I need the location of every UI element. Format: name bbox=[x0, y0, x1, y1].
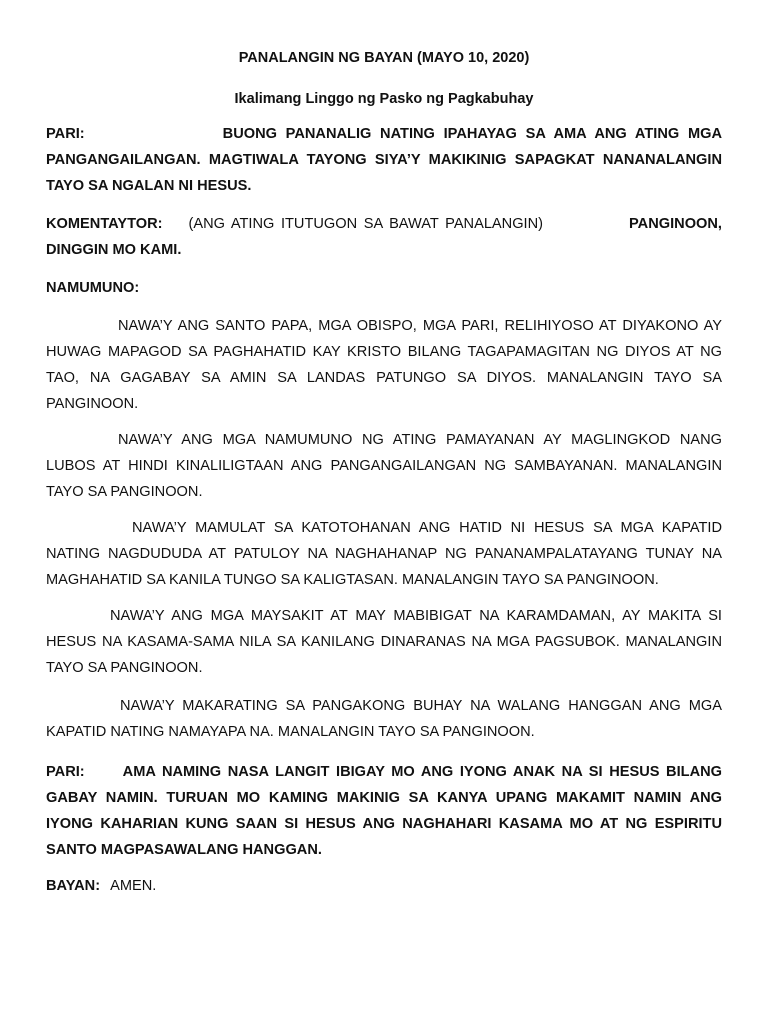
petition-5: NAWA’Y MAKARATING SA PANGAKONG BUHAY NA WALANG HANGGAN ANG MGA KAPATID NATING NAMAYAPA NA. MANALANGIN TAYO SA PANGINOON. bbox=[46, 698, 722, 740]
bayan-text: AMEN. bbox=[110, 878, 157, 894]
pari-closing-text: AMA NAMING NASA LANGIT IBIGAY MO ANG IYONG ANAK NA SI HESUS BILANG GABAY NAMIN. TURUAN MO KAMING MAKINIG SA KANYA UPANG MAKAMIT NAMIN ANG IYONG KAHARIAN KUNG SAAN SI HESUS ANG NAGHAHARI KASAMA MO AT NG ESPIRITU SANTO MAGPASAWALANG HANGGAN. bbox=[46, 764, 722, 858]
petition-3: NAWA’Y MAMULAT SA KATOTOHANAN ANG HATID NI HESUS SA MGA KAPATID NATING NAGDUDUDA AT PATULOY NA NAGHAHANAP NG PANANAMPALATAYANG TUNAY NA MAGHAHATID SA KANILA TUNGO SA KALIGTASAN. MANALANGIN TAYO SA PANGINOON. bbox=[46, 520, 722, 588]
komentaytor-response: PANGINOON, DINGGIN MO KAMI. bbox=[46, 216, 722, 258]
namumuno-heading: NAMUMUNO: bbox=[46, 280, 140, 296]
komentaytor-instruction: (ANG ATING ITUTUGON SA BAWAT PANALANGIN) bbox=[188, 216, 544, 232]
pari-closing-speaker: PARI: bbox=[46, 764, 85, 780]
document-subtitle: Ikalimang Linggo ng Pasko ng Pagkabuhay bbox=[234, 91, 534, 107]
bayan-paragraph bbox=[46, 873, 722, 899]
document-title: PANALANGIN NG BAYAN (MAYO 10, 2020) bbox=[238, 50, 530, 66]
petition-1: NAWA’Y ANG SANTO PAPA, MGA OBISPO, MGA PARI, RELIHIYOSO AT DIYAKONO AY HUWAG MAPAGOD SA PAGHAHATID KAY KRISTO BILANG TAGAPAMAGITAN NG DIYOS AT NG TAO, NA GAGABAY SA AMIN SA LANDAS PATUNGO SA DIYOS. MANALANGIN TAYO SA PANGINOON. bbox=[46, 318, 722, 412]
pari-intro-paragraph bbox=[46, 121, 722, 199]
pari-intro-speaker: PARI: bbox=[46, 126, 85, 142]
komentaytor-speaker: KOMENTAYTOR bbox=[46, 216, 158, 232]
bayan-colon: : bbox=[95, 878, 101, 894]
petition-2: NAWA’Y ANG MGA NAMUMUNO NG ATING PAMAYANAN AY MAGLINGKOD NANG LUBOS AT HINDI KINALILIGTAAN ANG PANGANGAILANGAN NG SAMBAYANAN. MANALANGIN TAYO SA PANGINOON. bbox=[46, 432, 722, 500]
bayan-speaker: BAYAN bbox=[46, 878, 96, 894]
pari-closing-paragraph bbox=[46, 759, 722, 863]
petition-4: NAWA’Y ANG MGA MAYSAKIT AT MAY MABIBIGAT NA KARAMDAMAN, AY MAKITA SI HESUS NA KASAMA-SAMA NILA SA KANILANG DINARANAS NA MGA PAGSUBOK. MANALANGIN TAYO SA PANGINOON. bbox=[46, 608, 722, 676]
komentaytor-paragraph bbox=[46, 211, 722, 263]
komentaytor-colon: : bbox=[157, 216, 163, 232]
pari-intro-text: BUONG PANANALIG NATING IPAHAYAG SA AMA ANG ATING MGA PANGANGAILANGAN. MAGTIWALA TAYONG SIYA’Y MAKIKINIG SAPAGKAT NANANALANGIN TAYO SA NGALAN NI HESUS. bbox=[46, 126, 722, 194]
